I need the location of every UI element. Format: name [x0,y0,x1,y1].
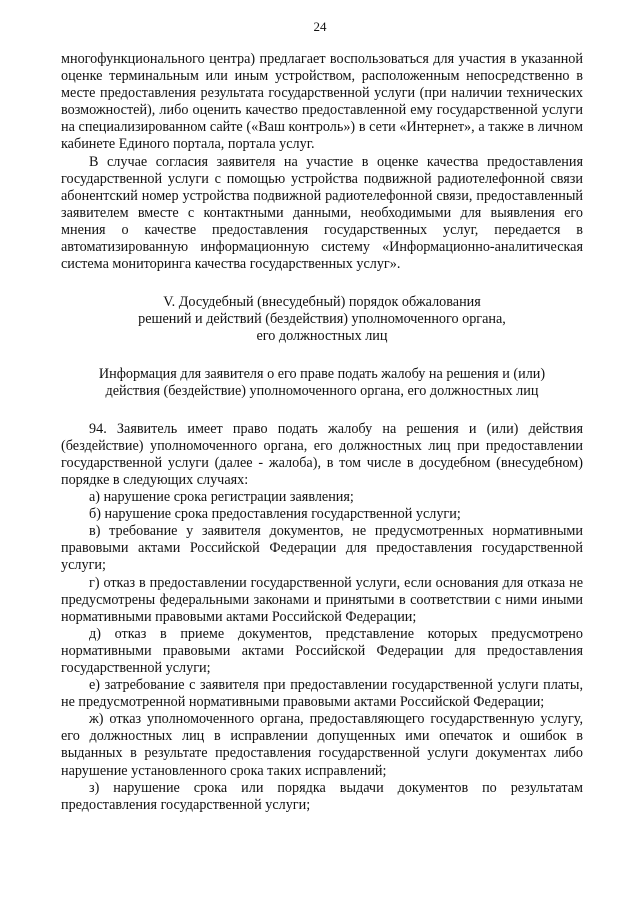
list-item-z: з) нарушение срока или порядка выдачи документов по результатам предоставления государственной услуги; [61,779,583,813]
list-item-b: б) нарушение срока предоставления государственной услуги; [89,506,461,523]
list-item-e: е) затребование с заявителя при предоставлении государственной услуги платы, не предусмотренной нормативными правовыми актами Российской Федерации; [61,677,583,711]
paragraph-quality-assessment: В случае согласия заявителя на участие в оценке качества предоставления государственной услуги с помощью устройства подвижной радиотелефонной связи абонентский номер устройства подвижной радиотелефонной связи, предоставленный заявителем вместе с контактными данными, необходимыми для выявления его мнения о качестве предоставления государственных услуг, передается в автоматизированную информационную систему «Информационно-аналитическая система мониторинга качества государственных услуг». [61,153,583,273]
page-number: 24 [313,19,327,34]
paragraph-continuation: многофункционального центра) предлагает воспользоваться для участия в указанной оценке терминальным или иным устройством, расположенным непосредственно в месте предоставления результата государственной услуги (при наличии технических возможностей), либо оценить качество предоставленной ему государственной услуги на специализированном сайте («Ваш контроль») в сети «Интернет», а также в личном кабинете Единого портала, портала услуг. [61,51,583,153]
paragraph-94: 94. Заявитель имеет право подать жалобу на решения и (или) действия (бездействие) уполномоченного органа, его должностных лиц при предоставлении государственной услуги (далее - жалоба), в том числе в досудебном (внесудебном) порядке в следующих случаях: [61,420,583,488]
subsection-heading: Информация для заявителя о его праве подать жалобу на решения и (или) действия (бездействие) уполномоченного органа, его должностных лиц [98,365,546,399]
list-item-g: г) отказ в предоставлении государственной услуги, если основания для отказа не предусмотрены федеральными законами и принятыми в соответствии с ними иными нормативными правовыми актами Российской Федерации; [61,574,583,625]
list-item-a: а) нарушение срока регистрации заявления; [89,489,354,506]
list-item-zh: ж) отказ уполномоченного органа, предоставляющего государственную услугу, его должностных лиц в исправлении допущенных ими опечаток и ошибок в выданных в результате предоставления государственной услуги документах либо нарушение установленного срока таких исправлений; [61,711,583,779]
section-heading: V. Досудебный (внесудебный) порядок обжалования решений и действий (бездействия) уполномоченного органа, его должностных лиц [138,294,506,345]
document-body [61,51,583,814]
list-item-v: в) требование у заявителя документов, не предусмотренных нормативными правовыми актами Российской Федерации для предоставления государственной услуги; [61,523,583,574]
list-item-d: д) отказ в приеме документов, представление которых предусмотрено нормативными правовыми актами Российской Федерации для предоставления государственной услуги; [61,625,583,676]
